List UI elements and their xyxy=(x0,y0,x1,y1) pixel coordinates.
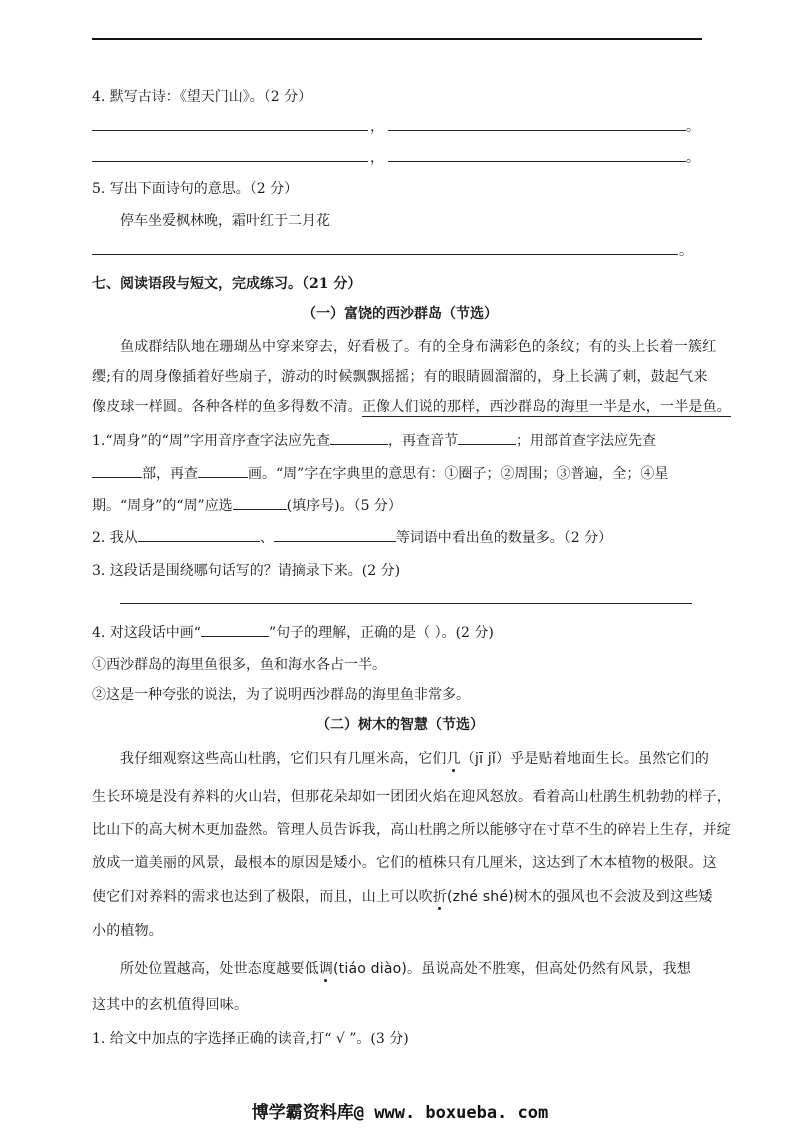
option-1[interactable]: ①西沙群岛的海里鱼很多，鱼和海水各占一半。 xyxy=(92,657,386,673)
footer-watermark: 博学霸资料库@ www. boxueba. com xyxy=(251,1103,549,1123)
blank[interactable] xyxy=(92,463,142,478)
dotted-char: 折 xyxy=(432,889,448,905)
passage-2-line-1: 我仔细观察这些高山杜鹃，它们只有几厘米高，它们几（jī jǐ）乎是贴着地面生长。虽然它们的 xyxy=(120,751,710,767)
answer-line-4-2a[interactable] xyxy=(92,161,368,162)
passage-1-line-2: 缨;有的周身像插着好些扇子，游动的时候飘飘摇摇；有的眼睛圆溜溜的，身上长满了刺，鼓起气来 xyxy=(92,369,708,385)
dotted-char: 几 xyxy=(446,751,461,767)
passage-1-line-1: 鱼成群结队地在珊瑚丛中穿来穿去，好看极了。有的全身布满彩色的条纹；有的头上长着一簇红 xyxy=(120,339,717,355)
passage-1-question-2: 2. 我从 、 等词语中看出鱼的数量多。（2 分） xyxy=(92,527,612,547)
blank[interactable] xyxy=(201,622,269,637)
passage-2-line-3: 比山下的高大树木更加盎然。管理人员告诉我，高山杜鹃之所以能够守在寸草不生的碎岩上生存，并绽 xyxy=(92,822,731,838)
answer-line-5[interactable] xyxy=(92,254,678,255)
passage-1-line-3: 像皮球一样圆。各种各样的鱼多得数不清。正像人们说的那样，西沙群岛的海里一半是水，一半是鱼。 xyxy=(92,399,732,415)
passage-1-question-1-line-1: 1.“周身”的“周”字用音序查字法应先查 ，再查音节 ；用部首查字法应先查 xyxy=(92,430,656,450)
pinyin-choice: （jī jǐ） xyxy=(460,751,511,767)
passage-2-line-4: 放成一道美丽的风景，最根本的原因是矮小。它们的植株只有几厘米，这达到了木本植物的极限。这 xyxy=(92,855,717,871)
passage-1-question-3: 3. 这段话是围绕哪句话写的？请摘录下来。(2 分) xyxy=(92,563,401,579)
blank[interactable] xyxy=(330,430,388,445)
header-rule xyxy=(92,38,702,40)
section-7-title: 七、阅读语段与短文，完成练习。（21 分） xyxy=(92,276,362,292)
answer-line-q3[interactable] xyxy=(120,603,692,604)
comma: ， xyxy=(370,119,384,135)
period: 。 xyxy=(686,150,700,166)
blank[interactable] xyxy=(458,430,516,445)
period: 。 xyxy=(686,119,700,135)
question-4-poem-label: 4. 默写古诗：《望天门山》。（2 分） xyxy=(92,89,313,105)
passage-2-line-2: 生长环境是没有养料的火山岩，但那花朵却如一团团火焰在迎风怒放。看着高山杜鹃生机勃勃的样子， xyxy=(92,789,731,805)
answer-line-4-1a[interactable] xyxy=(92,130,368,131)
passage-1-question-4: 4. 对这段话中画“ ”句子的理解，正确的是（ ）。(2 分) xyxy=(92,622,494,642)
passage-1-question-1-line-2: 部，再查 画。“周”字在字典里的意思有：①圈子；②周围；③普遍，全；④星 xyxy=(92,463,668,483)
passage-2-para-2-line-2: 这其中的玄机值得回味。 xyxy=(92,997,249,1013)
blank[interactable] xyxy=(138,527,260,542)
passage-2-line-6: 小的植物。 xyxy=(92,923,163,939)
passage-2-para-2-line-1: 所处位置越高，处世态度越要低调(tiáo diào)。虽说高处不胜寒，但高处仍然有风景，我想 xyxy=(120,961,692,977)
passage-1-title: （一）富饶的西沙群岛（节选） xyxy=(302,306,498,322)
dotted-char: 调 xyxy=(318,961,334,977)
passage-2-line-5: 使它们对养料的需求也达到了极限，而且，山上可以吹折(zhé shé)树木的强风也不会波及到这些矮 xyxy=(92,889,713,905)
passage-2-question-1: 1. 给文中加点的字选择正确的读音,打“ √ ”。(3 分) xyxy=(92,1031,409,1047)
pinyin-choice: (tiáo diào) xyxy=(333,961,408,977)
blank[interactable] xyxy=(198,463,248,478)
question-5-poem: 停车坐爱枫林晚，霜叶红于二月花 xyxy=(120,213,330,229)
passage-1-question-1-line-3: 期。“周身”的“周”应选 (填序号)。（5 分） xyxy=(92,495,402,515)
pinyin-choice: (zhé shé) xyxy=(447,889,514,905)
comma: ， xyxy=(370,150,384,166)
answer-line-4-2b[interactable] xyxy=(388,161,686,162)
underlined-sentence: 正像人们说的那样，西沙群岛的海里一半是水，一半是鱼。 xyxy=(361,399,732,415)
blank[interactable] xyxy=(274,527,396,542)
blank[interactable] xyxy=(233,495,287,510)
question-5-label: 5. 写出下面诗句的意思。（2 分） xyxy=(92,181,299,197)
option-2[interactable]: ②这是一种夸张的说法，为了说明西沙群岛的海里鱼非常多。 xyxy=(92,687,470,703)
period: 。 xyxy=(679,243,693,259)
passage-2-title: （二）树木的智慧（节选） xyxy=(316,717,484,733)
answer-line-4-1b[interactable] xyxy=(388,130,686,131)
